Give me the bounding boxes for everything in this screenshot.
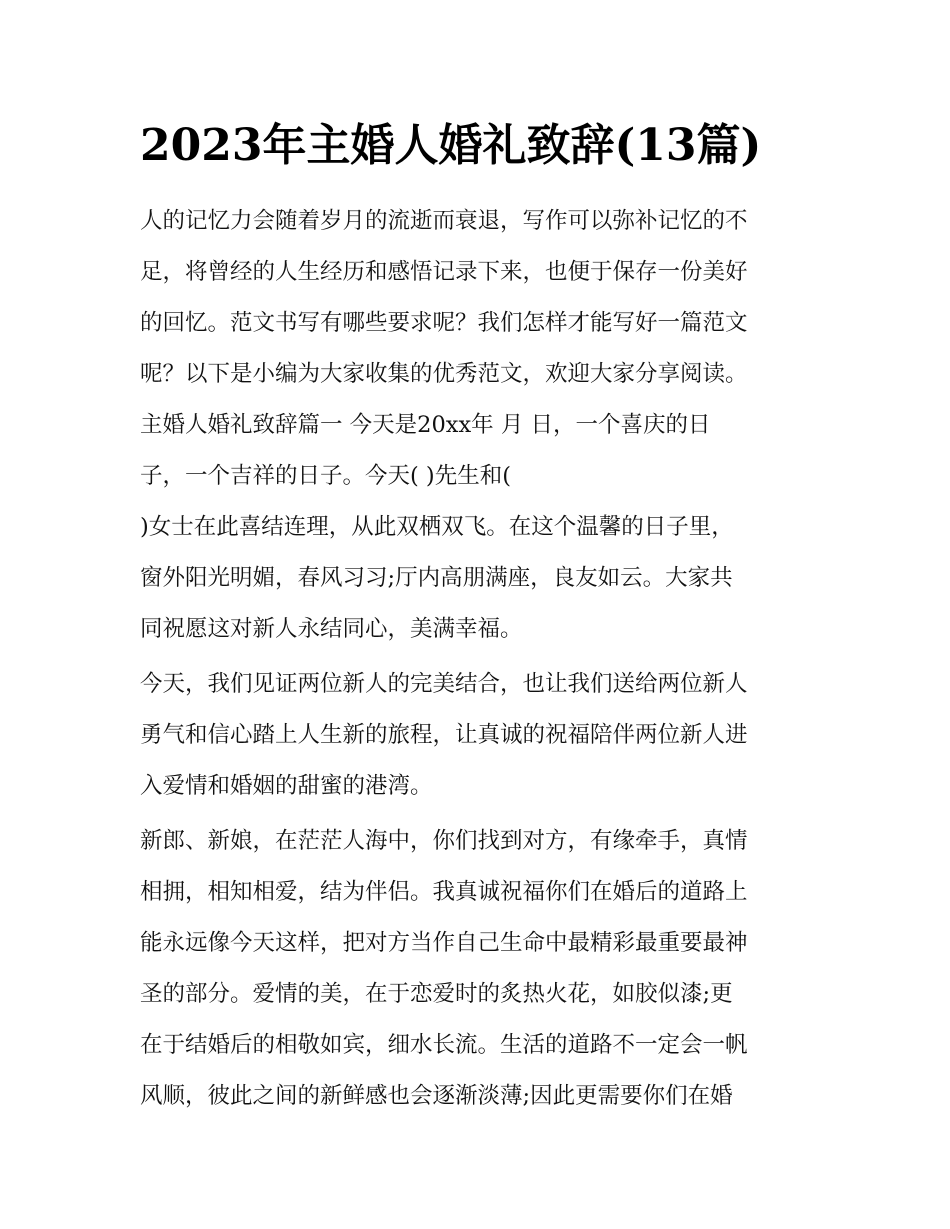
text-line: 呢？以下是小编为大家收集的优秀范文，欢迎大家分享阅读。 [140,361,748,387]
text-line: 入爱情和婚姻的甜蜜的港湾。 [140,773,433,799]
text-line: 窗外阳光明媚，春风习习;厅内高朋满座，良友如云。大家共 [140,565,733,591]
text-line: 能永远像今天这样，把对方当作自己生命中最精彩最重要最神 [140,930,748,956]
text-line: 的回忆。范文书写有哪些要求呢？我们怎样才能写好一篇范文 [140,310,748,336]
document-title: 2023年主婚人婚礼致辞(13篇) [140,120,762,171]
paragraph-witness [140,659,820,812]
text-line: 足，将曾经的人生经历和感悟记录下来，也便于保存一份美好 [140,259,748,285]
text-line: 在于结婚后的相敬如宾，细水长流。生活的道路不一定会一帆 [140,1032,748,1058]
text-line: 今天，我们见证两位新人的完美结合，也让我们送给两位新人 [140,671,748,697]
text-line: 同祝愿这对新人永结同心，美满幸福。 [140,616,523,642]
text-line: 勇气和信心踏上人生新的旅程，让真诚的祝福陪伴两位新人进 [140,722,748,748]
text-line: 相拥，相知相爱，结为伴侣。我真诚祝福你们在婚后的道路上 [140,879,748,905]
text-line: 主婚人婚礼致辞篇一 今天是20xx年 月 日，一个喜庆的日 [140,412,711,438]
text-line: 圣的部分。爱情的美，在于恋爱时的炙热火花，如胶似漆;更 [140,981,733,1007]
text-line: 人的记忆力会随着岁月的流逝而衰退，写作可以弥补记忆的不 [140,208,748,234]
text-line: )女士在此喜结连理，从此双栖双飞。在这个温馨的日子里， [140,514,734,540]
paragraph-intro [140,196,820,655]
text-line: 子，一个吉祥的日子。今天( )先生和( [140,463,511,489]
document-body [140,196,820,1122]
text-line: 风顺，彼此之间的新鲜感也会逐渐淡薄;因此更需要你们在婚 [140,1083,733,1109]
text-line: 新郎、新娘，在茫茫人海中，你们找到对方，有缘牵手，真情 [140,828,748,854]
paragraph-blessing [140,816,820,1122]
